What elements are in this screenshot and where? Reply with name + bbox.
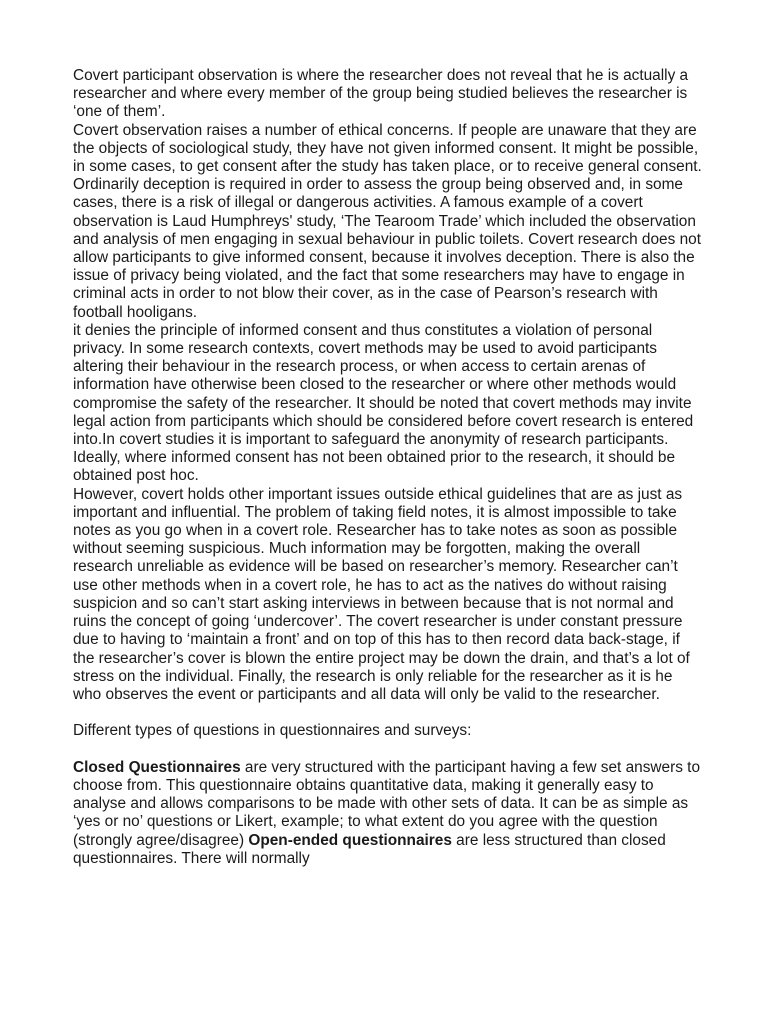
paragraph-practical-issues: However, covert holds other important issues outside ethical guidelines that are as just as important and influential. The problem of taking field notes, it is almost impossible to take notes as you go when in a covert role. Researcher has to take notes as soon as possible without seeming suspicious. Much information may be forgotten, making the overall research unreliable as evidence will be based on researcher’s memory. Researcher can’t use other methods when in a covert role, he has to act as the natives do without raising suspicion and so can’t start asking interviews in between because that is not normal and ruins the concept of going ‘undercover’. The covert researcher is under constant pressure due to having to ‘maintain a front’ and on top of this has to then record data back-stage, if the researcher’s cover is blown the entire project may be down the drain, and that’s a lot of stress on the individual. Finally, the research is only reliable for the researcher as it is he who observes the event or participants and all data will only be valid to the researcher.: [73, 485, 690, 703]
paragraph-gap: [73, 704, 703, 722]
paragraph-definition: Covert participant observation is where the researcher does not reveal that he is actually a researcher and where every member of the group being studied believes the researcher is ‘one of them’.: [73, 67, 689, 121]
paragraph-ethical-concerns: Covert observation raises a number of ethical concerns. If people are unaware that they are the objects of sociological study, they have not given informed consent. It might be possible, in some cases, to get consent after the study has taken place, or to receive general consent. Ordinarily deception is required in order to assess the group being observed and, in some cases, there is a risk of illegal or dangerous activities. A famous example of a covert observation is Laud Humphreys' study, ‘The Tearoom Trade’ which included the observation and analysis of men engaging in sexual behaviour in public toilets. Covert research does not allow participants to give informed consent, because it involves deception. There is also the issue of privacy being violated, and the fact that some researchers may have to engage in criminal acts in order to not blow their cover, as in the case of Pearson’s research with football hooligans.: [73, 121, 702, 321]
section-heading: Different types of questions in questionnaires and surveys:: [73, 722, 472, 740]
paragraph-informed-consent: it denies the principle of informed consent and thus constitutes a violation of personal privacy. In some research contexts, covert methods may be used to avoid participants altering their behaviour in the research process, or when access to certain arenas of information have otherwise been closed to the researcher or where other methods would compromise the safety of the researcher. It should be noted that covert methods may invite legal action from participants which should be considered before covert research is entered into.In covert studies it is important to safeguard the anonymity of research participants. Ideally, where informed consent has not been obtained prior to the research, it should be obtained post hoc.: [73, 321, 694, 485]
term-open-ended-questionnaires: Open-ended questionnaires: [248, 831, 452, 849]
term-closed-questionnaires: Closed Questionnaires: [73, 758, 241, 776]
paragraph-questionnaires: [73, 759, 703, 868]
closed-questionnaires-text: are very structured with the participant having a few set answers to choose from. This questionnaire obtains quantitative data, making it generally easy to analyse and allows comparisons to be made with other sets of data. It can be as simple as ‘yes or no’ questions or Likert, example; to what extent do you agree with the question (strongly agree/disagree): [73, 758, 701, 849]
paragraph-gap: [73, 741, 703, 759]
document-page: [73, 67, 703, 868]
open-ended-questionnaires-text: are less structured than closed questionnaires. There will normally: [73, 831, 666, 867]
